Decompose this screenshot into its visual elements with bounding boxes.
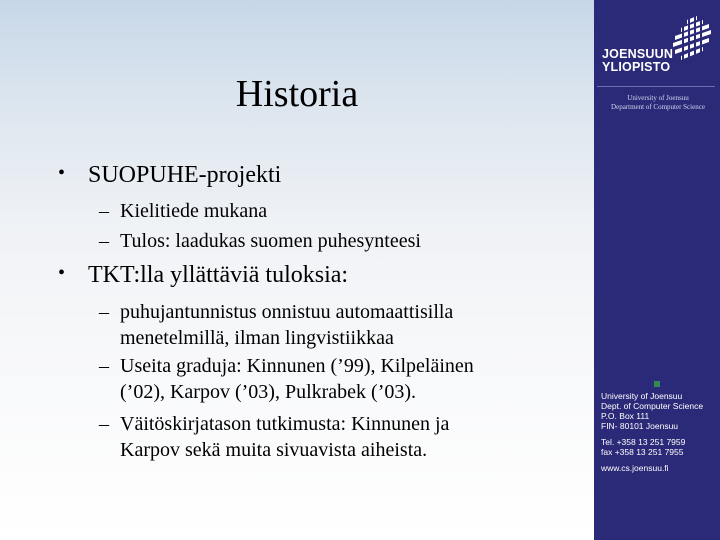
- contact-website: www.cs.joensuu.fi: [601, 463, 669, 473]
- sub-bullet-marker: –: [99, 413, 109, 435]
- university-name-line: YLIOPISTO: [602, 60, 671, 74]
- department-line: University of Joensuu: [627, 94, 689, 102]
- sub-bullet: [99, 228, 421, 254]
- university-name: [602, 48, 712, 74]
- sub-bullet: [99, 198, 268, 224]
- sub-bullet: [99, 411, 450, 463]
- department-caption: [596, 94, 720, 112]
- sub-bullet-marker: –: [99, 355, 109, 377]
- bullet-marker: •: [58, 162, 66, 184]
- sub-bullet-line: Useita graduja: Kinnunen (’99), Kilpeläinen: [120, 355, 474, 377]
- divider: [597, 86, 715, 87]
- contact-line: Dept. of Computer Science: [601, 401, 704, 411]
- accent-square: [654, 381, 660, 387]
- department-line: Department of Computer Science: [611, 103, 705, 111]
- sub-bullet: [99, 299, 454, 351]
- sub-bullet-line: Väitöskirjatason tutkimusta: Kinnunen ja: [120, 413, 450, 435]
- contact-line: FIN- 80101 Joensuu: [601, 421, 679, 431]
- sub-bullet-line: puhujantunnistus onnistuu automaattisilla: [120, 301, 454, 323]
- sub-bullet: [99, 353, 474, 405]
- contact-fax: fax +358 13 251 7955: [601, 447, 684, 457]
- sub-bullet-text: Kielitiede mukana: [120, 200, 268, 222]
- bullet-text: SUOPUHE-projekti: [88, 162, 282, 188]
- sub-bullet-text: Tulos: laadukas suomen puhesynteesi: [120, 230, 421, 252]
- sub-bullet-marker: –: [99, 200, 109, 222]
- bullet-marker: •: [58, 262, 66, 284]
- contact-phone: Tel. +358 13 251 7959: [601, 437, 686, 447]
- contact-line: P.O. Box 111: [601, 411, 650, 421]
- bullet-suopuhe: [58, 162, 282, 189]
- bullet-tkt: [58, 262, 349, 289]
- slide-title: Historia: [235, 73, 359, 115]
- university-name-line: JOENSUUN: [602, 47, 674, 61]
- sub-bullet-marker: –: [99, 230, 109, 252]
- bullet-text: TKT:lla yllättäviä tuloksia:: [88, 262, 349, 288]
- contact-info: [601, 391, 720, 473]
- contact-line: University of Joensuu: [601, 391, 683, 401]
- sub-bullet-line: Karpov sekä muita sivuavista aiheista.: [120, 439, 428, 461]
- sub-bullet-marker: –: [99, 301, 109, 323]
- sub-bullet-line: (’02), Karpov (’03), Pulkrabek (’03).: [120, 381, 417, 403]
- sub-bullet-line: menetelmillä, ilman lingvistiikkaa: [120, 327, 394, 349]
